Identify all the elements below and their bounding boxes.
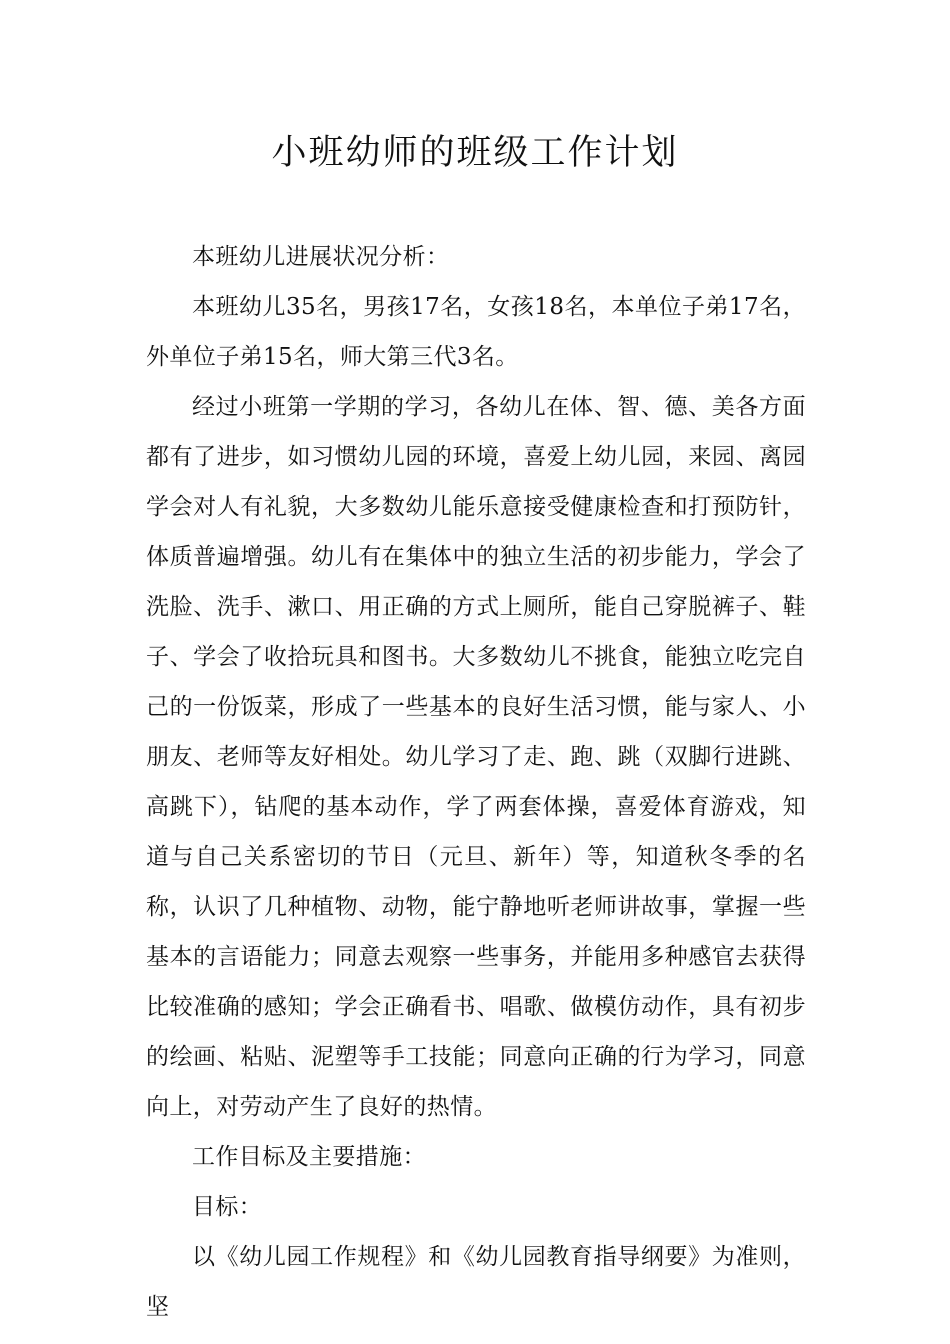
paragraph-target-text: 以《幼儿园工作规程》和《幼儿园教育指导纲要》为准则，坚 xyxy=(146,1244,806,1320)
document-body xyxy=(146,232,806,1332)
paragraph-analysis-heading: 本班幼儿进展状况分析： xyxy=(192,244,450,270)
paragraph-target-label: 目标： xyxy=(192,1194,263,1220)
paragraph-goals-heading: 工作目标及主要措施： xyxy=(192,1144,426,1170)
paragraph-progress-summary: 经过小班第一学期的学习，各幼儿在体、智、德、美各方面都有了进步，如习惯幼儿园的环境，喜爱上幼儿园，来园、离园学会对人有礼貌，大多数幼儿能乐意接受健康检查和打预防针，体质普遍增强。幼儿有在集体中的独立生活的初步能力，学会了洗脸、洗手、漱口、用正确的方式上厕所，能自己穿脱裤子、鞋子、学会了收拾玩具和图书。大多数幼儿不挑食，能独立吃完自己的一份饭菜，形成了一些基本的良好生活习惯，能与家人、小朋友、老师等友好相处。幼儿学习了走、跑、跳（双脚行进跳、高跳下），钻爬的基本动作，学了两套体操，喜爱体育游戏，知道与自己关系密切的节日（元旦、新年）等，知道秋冬季的名称，认识了几种植物、动物，能宁静地听老师讲故事，掌握一些基本的言语能力；同意去观察一些事务，并能用多种感官去获得比较准确的感知；学会正确看书、唱歌、做模仿动作，具有初步的绘画、粘贴、泥塑等手工技能；同意向正确的行为学习，同意向上，对劳动产生了良好的热情。 xyxy=(146,394,806,1120)
paragraph-class-composition: 本班幼儿35名，男孩17名，女孩18名，本单位子弟17名，外单位子弟15名，师大第三代3名。 xyxy=(146,294,806,370)
document-title: 小班幼师的班级工作计划 xyxy=(271,133,679,173)
